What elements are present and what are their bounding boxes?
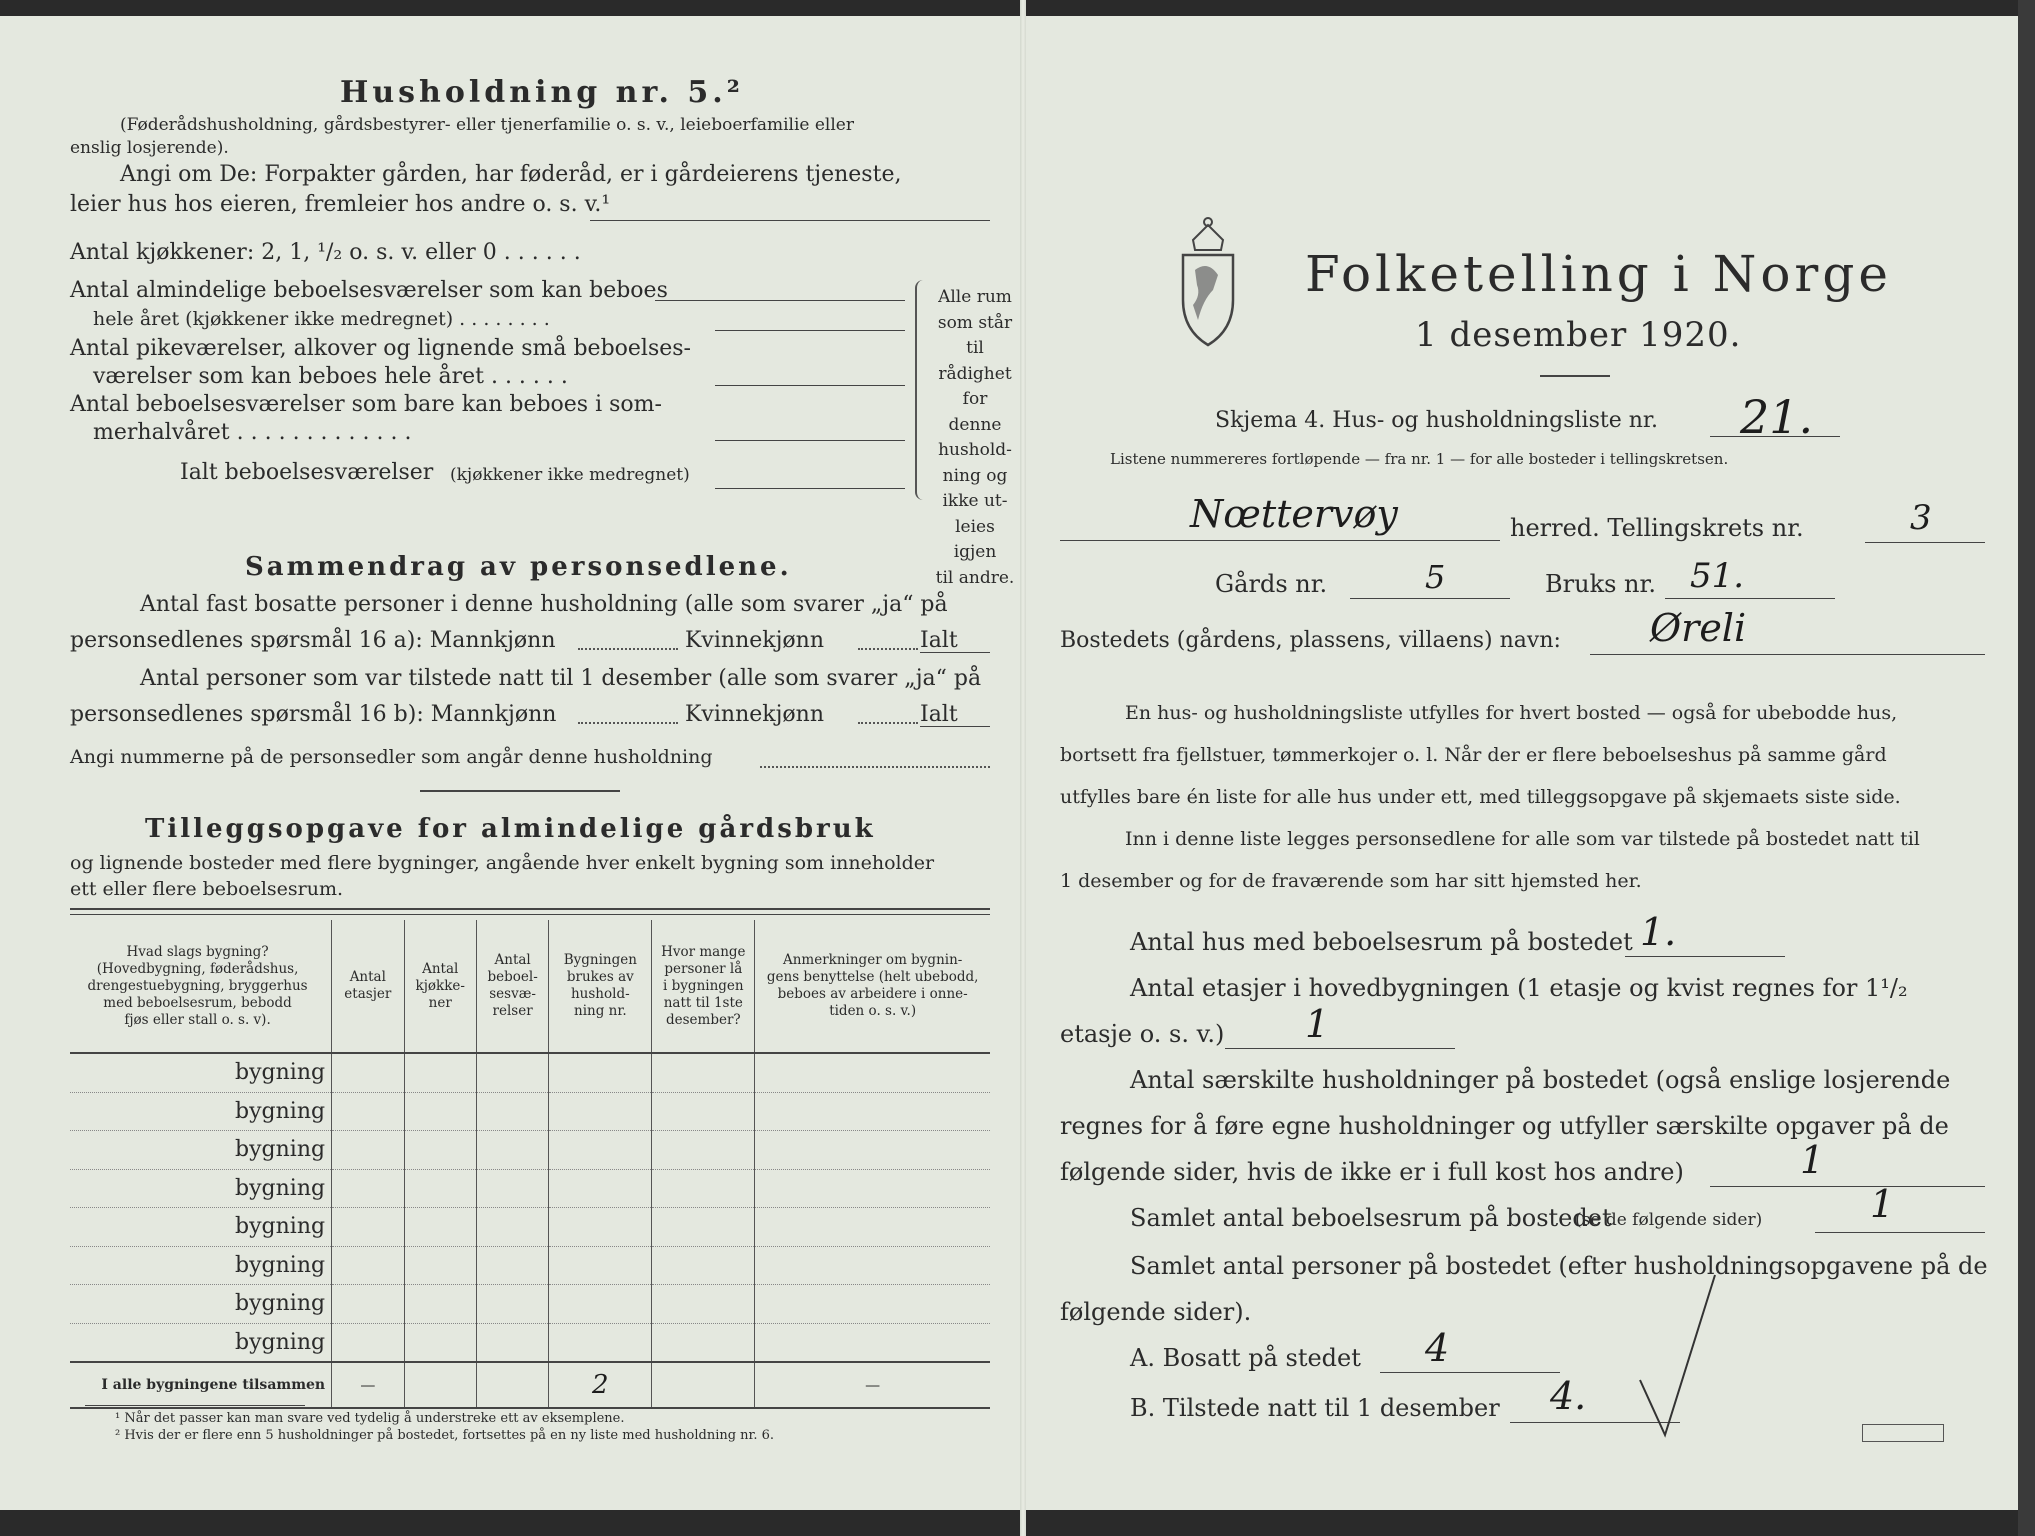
summer-rooms-2: merhalvåret . . . . . . . . . . . . . (93, 420, 412, 445)
form-title: Folketelling i Norge (1305, 245, 1892, 303)
header-text: relser (492, 1003, 533, 1019)
table-cell (549, 1169, 652, 1208)
q-pers-2: følgende sider). (1060, 1298, 1252, 1326)
table-row (70, 1053, 990, 1092)
gard-line (1350, 598, 1510, 599)
side-note-line: ikke ut- (942, 491, 1008, 511)
table-cell (652, 1131, 755, 1170)
bosted-line (1590, 654, 1985, 655)
summary-line-2: personsedlenes spørsmål 16 a): Mannkjønn (70, 628, 556, 653)
supplement-heading: Tilleggsopgave for almindelige gårdsbruk (145, 814, 876, 844)
hush-line (1710, 1186, 1985, 1187)
hus-line (1625, 956, 1785, 957)
col-building-type (70, 920, 332, 1053)
table-cell (476, 1246, 548, 1285)
q-rum: Samlet antal beboelsesrum på bostedet (1130, 1204, 1612, 1232)
numbering-note: Listene nummereres fortløpende — fra nr. 1 — for alle bosteder i tellingskretsen. (1110, 450, 1729, 468)
table-row (70, 1246, 990, 1285)
page-fold (1020, 0, 1026, 1536)
room-line-total (715, 488, 905, 489)
table-cell (332, 1053, 404, 1092)
supplement-line-2: ett eller flere beboelsesrum. (70, 878, 344, 900)
header-text: beboel- (487, 969, 538, 985)
buildings-table (70, 920, 990, 1409)
header-text: Antal (422, 960, 459, 977)
scan-edge-top (0, 0, 2035, 16)
header-text: Antal (349, 969, 386, 985)
room-line-3 (715, 385, 905, 386)
title-rule (1540, 375, 1610, 377)
q-hus: Antal hus med beboelsesrum på bostedet (1130, 928, 1633, 956)
total-label: I alle bygningene tilsammen (70, 1362, 332, 1408)
male-count-1 (578, 648, 678, 650)
table-header (70, 920, 990, 1053)
bruk-label: Bruks nr. (1545, 570, 1656, 598)
instruction-4: Inn i denne liste legges personsedlene for alle som var tilstede på bostedet natt til (1125, 828, 1920, 850)
maid-rooms-2: værelser som kan beboes hele året . . . . . . (93, 364, 568, 389)
printer-stamp (1862, 1424, 1944, 1442)
side-note-line: til andre. (935, 567, 1015, 588)
summary-line-1: Antal fast bosatte personer i denne husholdning (alle som svarer „ja“ på (140, 592, 948, 617)
table-row (70, 1285, 990, 1324)
a-hush: 1 (1800, 1138, 1825, 1182)
table-cell (332, 1092, 404, 1131)
bruk-line (1665, 598, 1835, 599)
table-cell (404, 1131, 476, 1170)
room-line-2 (715, 330, 905, 331)
table-cell (652, 1246, 755, 1285)
col-persons (652, 920, 755, 1053)
schema-number: 21. (1740, 390, 1814, 444)
table-cell (476, 1053, 548, 1092)
q-rum-note: (se de følgende sider) (1575, 1210, 1763, 1230)
total-kitchens (404, 1362, 476, 1408)
footnote-1: ¹ Når det passer kan man svare ved tydelig å understreke ett av eksemplene. (115, 1411, 625, 1426)
table-cell (404, 1208, 476, 1247)
header-text: drengestuebygning, bryggerhus (87, 977, 308, 994)
bosted-value: Øreli (1650, 606, 1747, 650)
table-cell (652, 1053, 755, 1092)
rooms-total-label: Ialt beboelsesværelser (180, 460, 434, 485)
header-text: Anmerkninger om bygnin- (782, 952, 963, 968)
scan-edge-right (2018, 0, 2035, 1536)
header-text: etasjer (344, 986, 392, 1002)
table-row (70, 1092, 990, 1131)
table-cell (549, 1323, 652, 1362)
header-text: Antal (494, 952, 531, 968)
table-cell (404, 1053, 476, 1092)
table-cell (476, 1285, 548, 1324)
instruction-5: 1 desember og for de fraværende som har sitt hjemsted her. (1060, 870, 1642, 892)
male-count-2 (578, 722, 678, 724)
row-building-label: bygning (70, 1092, 332, 1131)
side-note-line: Alle rum (938, 287, 1012, 307)
row-building-label: bygning (70, 1169, 332, 1208)
table-cell (755, 1053, 990, 1092)
side-note-line: rådighet (938, 363, 1012, 384)
room-line-4 (715, 440, 905, 441)
row-building-label: bygning (70, 1208, 332, 1247)
footnote-2: ² Hvis der er flere enn 5 husholdninger på bostedet, fortsettes på en ny liste med husholdning nr. 6. (115, 1428, 775, 1443)
table-cell (404, 1285, 476, 1324)
table-cell (652, 1285, 755, 1324)
header-text: kjøkke- (415, 977, 465, 994)
instruction-2: bortsett fra fjellstuer, tømmerkojer o. l. Når der er flere beboelseshus på samme gård (1060, 744, 1887, 766)
table-cell (476, 1131, 548, 1170)
table-cell (652, 1169, 755, 1208)
header-text: (Hovedbygning, føderådshus, (96, 960, 299, 977)
q-hush-3: følgende sider, hvis de ikke er i full kost hos andre) (1060, 1158, 1684, 1186)
table-cell (549, 1092, 652, 1131)
col-household (549, 920, 652, 1053)
b-tilstede-label: B. Tilstede natt til 1 desember (1130, 1394, 1500, 1422)
table-top-rule-2 (70, 914, 990, 915)
table-cell (652, 1092, 755, 1131)
question-line-1: Angi om De: Forpakter gården, har føderåd, er i gårdeierens tjeneste, (120, 162, 902, 187)
table-cell (332, 1169, 404, 1208)
q-hush-2: regnes for å føre egne husholdninger og utfyller særskilte opgaver på de (1060, 1112, 1949, 1140)
a-etasjer: 1 (1305, 1002, 1330, 1046)
header-text: i bygningen (663, 977, 744, 994)
q-etasjer-2: etasje o. s. v.) (1060, 1020, 1225, 1048)
female-count-2 (858, 722, 918, 724)
brace (915, 280, 927, 500)
table-cell (476, 1208, 548, 1247)
table-cell (755, 1246, 990, 1285)
herred-line (1060, 540, 1500, 541)
table-cell (549, 1131, 652, 1170)
header-text: natt til 1ste (663, 994, 743, 1011)
intro-note: (Føderådshusholdning, gårdsbestyrer- eller tjenerfamilie o. s. v., leieboerfamilie eller (120, 115, 854, 135)
kitchens-label: Antal kjøkkener: 2, 1, ¹/₂ o. s. v. eller 0 . . . . . . (70, 240, 581, 265)
table-cell (332, 1246, 404, 1285)
row-building-label: bygning (70, 1323, 332, 1362)
divider (420, 790, 620, 792)
table-cell (404, 1169, 476, 1208)
col-rooms (476, 920, 548, 1053)
question-line-2: leier hus hos eieren, fremleier hos andre o. s. v.¹ (70, 192, 611, 217)
bosted-label: Bostedets (gårdens, plassens, villaens) navn: (1060, 628, 1561, 653)
row-building-label: bygning (70, 1131, 332, 1170)
scan-edge-bottom (0, 1510, 2035, 1536)
header-text: beboes av arbeidere i onne- (777, 986, 968, 1002)
form-date: 1 desember 1920. (1415, 315, 1742, 355)
supplement-line-1: og lignende bosteder med flere bygninger, angående hver enkelt bygning som inneholder (70, 852, 935, 874)
col-kitchens (404, 920, 476, 1053)
table-row (70, 1323, 990, 1362)
header-text: gens benyttelse (helt ubebodd, (766, 969, 979, 985)
ordinary-rooms-2: hele året (kjøkkener ikke medregnet) . . . . . . . . (93, 308, 550, 330)
header-text: brukes av (566, 969, 634, 985)
q-hush-1: Antal særskilte husholdninger på bostedet (også enslige losjerende (1130, 1066, 1951, 1094)
side-note (935, 285, 1015, 591)
header-text: tiden o. s. v.) (829, 1003, 917, 1019)
ialt-label-2: Ialt (920, 702, 958, 727)
krets-line (1865, 542, 1985, 543)
a-bosatt-value: 4 (1425, 1326, 1450, 1370)
schema-label: Skjema 4. Hus- og husholdningsliste nr. (1215, 408, 1658, 433)
gard-number: 5 (1425, 558, 1446, 596)
summer-rooms-1: Antal beboelsesværelser som bare kan beboes i som- (70, 392, 662, 417)
table-cell (332, 1131, 404, 1170)
checkmark-icon (1635, 1270, 1725, 1440)
room-line-1 (655, 300, 905, 301)
table-cell (404, 1323, 476, 1362)
summary-line-3: Antal personer som var tilstede natt til 1 desember (alle som svarer „ja“ på (140, 666, 982, 691)
table-cell (404, 1246, 476, 1285)
answer-line (590, 220, 990, 221)
table-cell (652, 1323, 755, 1362)
side-note-line: for denne (948, 389, 1002, 435)
etasjer-line (1225, 1048, 1455, 1049)
instruction-3: utfylles bare én liste for alle hus under ett, med tilleggsopgave på skjemaets siste side. (1060, 786, 1901, 808)
rooms-total-note: (kjøkkener ikke medregnet) (450, 465, 690, 485)
col-remarks (755, 920, 990, 1053)
bruk-number: 51. (1690, 556, 1745, 596)
ialt-line-2 (920, 726, 990, 727)
table-cell (476, 1092, 548, 1131)
header-text: fjøs eller stall o. s. v). (124, 1011, 271, 1028)
table-total-row (70, 1362, 990, 1408)
header-text: ning nr. (574, 1003, 627, 1019)
left-page (60, 30, 1015, 1500)
ialt-label-1: Ialt (920, 628, 958, 653)
table-cell (755, 1169, 990, 1208)
row-building-label: bygning (70, 1053, 332, 1092)
total-floors: — (332, 1362, 404, 1408)
table-cell (476, 1323, 548, 1362)
table-cell (755, 1208, 990, 1247)
footnote-rule (85, 1405, 305, 1406)
table-cell (755, 1092, 990, 1131)
header-text: sesvæ- (489, 986, 536, 1002)
krets-number: 3 (1910, 498, 1932, 538)
table-row (70, 1131, 990, 1170)
table-cell (755, 1131, 990, 1170)
table-cell (549, 1246, 652, 1285)
row-building-label: bygning (70, 1246, 332, 1285)
household-heading: Husholdning nr. 5.² (340, 75, 744, 110)
gard-label: Gårds nr. (1215, 570, 1328, 598)
side-note-line: hushold- (938, 440, 1012, 460)
header-text: Hvor mange (661, 943, 746, 960)
table-cell (755, 1285, 990, 1324)
female-count-1 (858, 648, 918, 650)
right-page (1050, 30, 2000, 1500)
table-cell (549, 1285, 652, 1324)
table-cell (332, 1285, 404, 1324)
col-floors (332, 920, 404, 1053)
header-text: med beboelsesrum, bebodd (103, 994, 292, 1011)
total-remarks: — (755, 1362, 990, 1408)
header-text: Hvad slags bygning? (126, 943, 269, 960)
table-top-rule (70, 908, 990, 910)
herred-label: herred. Tellingskrets nr. (1510, 514, 1804, 542)
a-rum: 1 (1870, 1182, 1895, 1226)
table-cell (476, 1169, 548, 1208)
side-note-line: ning og (942, 465, 1008, 486)
side-note-line: som står til (937, 312, 1013, 358)
total-rooms (476, 1362, 548, 1408)
header-text: personer lå (664, 960, 743, 977)
header-text: Bygningen (563, 952, 637, 968)
side-note-line: leies igjen (953, 516, 997, 562)
bosatt-line (1380, 1372, 1560, 1373)
ordinary-rooms-1: Antal almindelige beboelsesværelser som kan beboes (70, 278, 668, 303)
summary-line-5: Angi nummerne på de personsedler som angår denne husholdning (70, 746, 713, 768)
total-household: 2 (549, 1362, 652, 1408)
summary-line-4: personsedlenes spørsmål 16 b): Mannkjønn (70, 702, 557, 727)
ialt-line-1 (920, 652, 990, 653)
a-bosatt-label: A. Bosatt på stedet (1130, 1344, 1361, 1372)
row-building-label: bygning (70, 1285, 332, 1324)
b-tilstede-value: 4. (1550, 1374, 1587, 1418)
header-text: hushold- (570, 986, 630, 1002)
female-label-1: Kvinnekjønn (685, 628, 824, 653)
table-cell (652, 1208, 755, 1247)
intro-note-2: enslig losjerende). (70, 138, 229, 158)
header-text: ner (428, 994, 452, 1011)
q-etasjer-1: Antal etasjer i hovedbygningen (1 etasje og kvist regnes for 1¹/₂ (1130, 974, 1908, 1002)
numbers-line (760, 766, 990, 768)
table-cell (404, 1092, 476, 1131)
table-cell (549, 1053, 652, 1092)
table-cell (549, 1208, 652, 1247)
female-label-2: Kvinnekjønn (685, 702, 824, 727)
table-cell (755, 1323, 990, 1362)
total-persons (652, 1362, 755, 1408)
header-text: desember? (665, 1011, 741, 1028)
summary-heading: Sammendrag av personsedlene. (245, 552, 792, 582)
instruction-1: En hus- og husholdningsliste utfylles for hvert bosted — også for ubebodde hus, (1125, 702, 1898, 724)
table-row (70, 1169, 990, 1208)
maid-rooms-1: Antal pikeværelser, alkover og lignende små beboelses- (70, 336, 691, 361)
table-cell (332, 1323, 404, 1362)
herred-value: Nœttervøy (1190, 492, 1398, 536)
q-pers-1: Samlet antal personer på bostedet (efter husholdningsopgavene på de (1130, 1252, 1988, 1280)
table-row (70, 1208, 990, 1247)
rum-line (1815, 1232, 1985, 1233)
table-cell (332, 1208, 404, 1247)
a-hus: 1. (1640, 910, 1677, 954)
